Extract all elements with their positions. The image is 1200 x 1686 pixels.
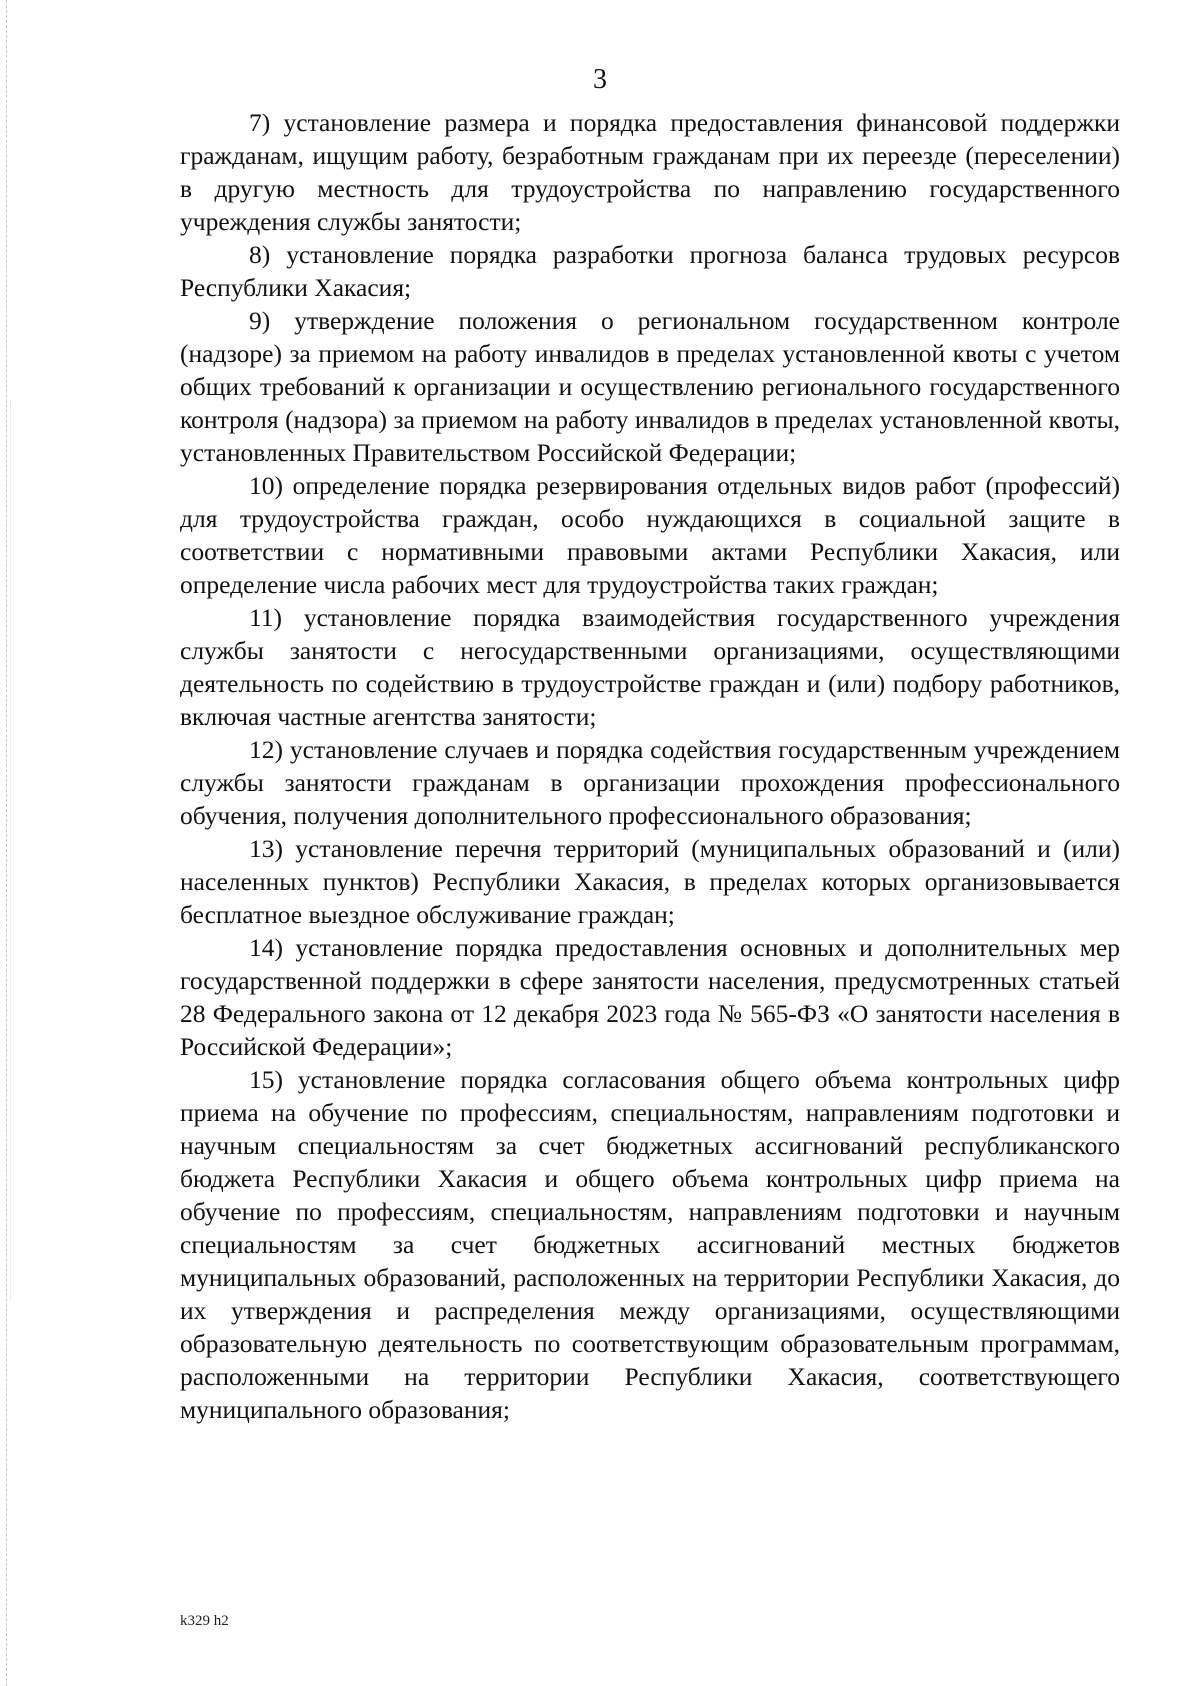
paragraph-item-15: 15) установление порядка согласования общего объема контрольных цифр приема на обучение по профессиям, специальностям, направлениям подготовки и научным специальностям за счет бюджетных ассигнований республиканского бюджета Республики Хакасия и общего объема контрольных цифр приема на обучение по профессиям, специальностям, направлениям подготовки и научным специальностям за счет бюджетных ассигнований местных бюджетов муниципальных образований, расположенных на территории Республики Хакасия, до их утверждения и распределения между организациями, осуществляющими образовательную деятельность по соответствующим образовательным программам, расположенными на территории Республики Хакасия, соответствующего муниципального образования; <box>180 1065 1120 1424</box>
paragraph-item-7: 7) установление размера и порядка предоставления финансовой поддержки гражданам, ищущим работу, безработным гражданам при их переезде (переселении) в другую местность для трудоустройства по направлению государственного учреждения службы занятости; <box>180 108 1120 236</box>
paragraph-item-13: 13) установление перечня территорий (муниципальных образований и (или) населенных пунктов) Республики Хакасия, в пределах которых организовывается бесплатное выездное обслуживание граждан; <box>180 834 1120 929</box>
paragraph-item-11: 11) установление порядка взаимодействия государственного учреждения службы занятости с негосударственными организациями, осуществляющими деятельность по содействию в трудоустройстве граждан и (или) подбору работников, включая частные агентства занятости; <box>180 603 1120 731</box>
paragraph-item-9: 9) утверждение положения о региональном государственном контроле (надзоре) за приемом на работу инвалидов в пределах установленной квоты с учетом общих требований к организации и осуществлению регионального государственного контроля (надзора) за приемом на работу инвалидов в пределах установленной квоты, установленных Правительством Российской Федерации; <box>180 306 1120 467</box>
document-body <box>180 106 1120 1426</box>
paragraph-item-12: 12) установление случаев и порядка содействия государственным учреждением службы занятости гражданам в организации прохождения профессионального обучения, получения дополнительного профессионального образования; <box>180 735 1120 830</box>
scan-edge-line <box>10 400 11 1300</box>
scan-edge-line <box>6 0 7 1686</box>
footer-document-code: k329 h2 <box>180 1613 229 1629</box>
paragraph-item-10: 10) определение порядка резервирования отдельных видов работ (профессий) для трудоустройства граждан, особо нуждающихся в социальной защите в соответствии с нормативными правовыми актами Республики Хакасия, или определение числа рабочих мест для трудоустройства таких граждан; <box>180 471 1120 599</box>
paragraph-item-8: 8) установление порядка разработки прогноза баланса трудовых ресурсов Республики Хакасия; <box>180 240 1120 302</box>
page-number: 3 <box>593 64 607 95</box>
paragraph-item-14: 14) установление порядка предоставления основных и дополнительных мер государственной поддержки в сфере занятости населения, предусмотренных статьей 28 Федерального закона от 12 декабря 2023 года № 565-ФЗ «О занятости населения в Российской Федерации»; <box>180 933 1120 1061</box>
